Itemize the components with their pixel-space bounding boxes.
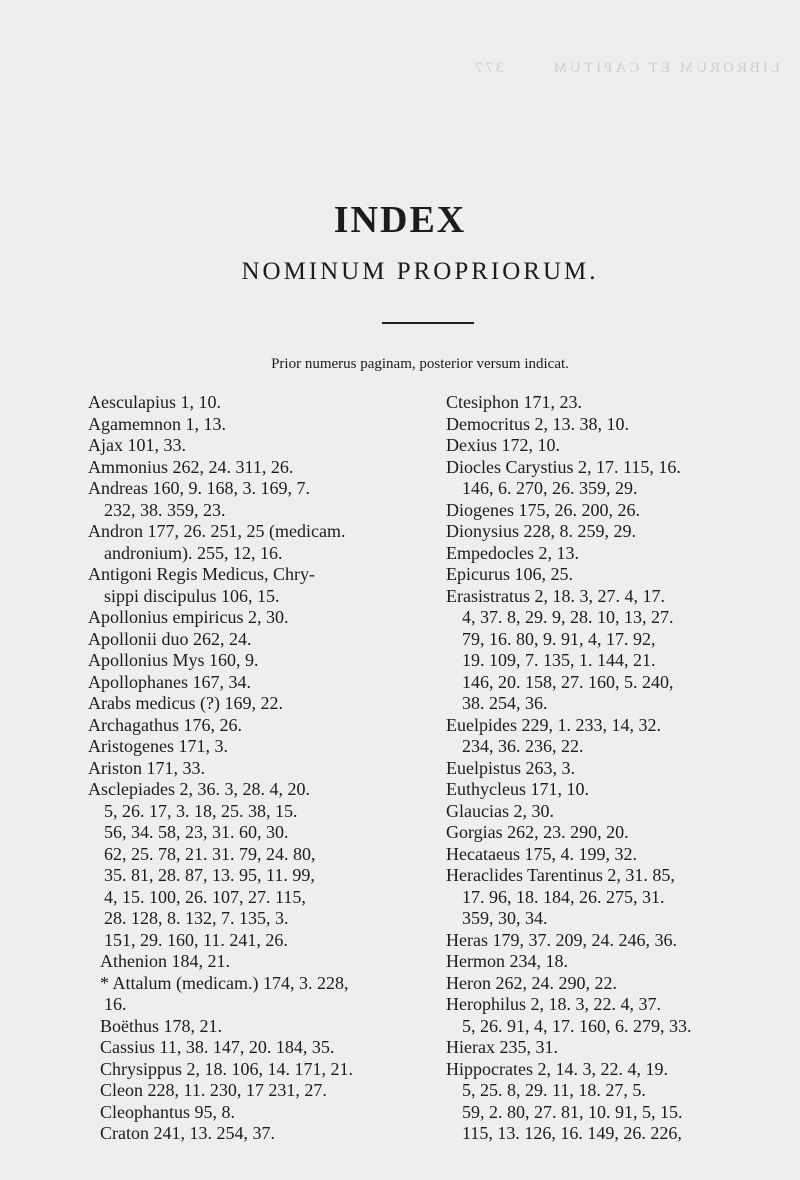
index-entry-continuation: 5, 26. 17, 3. 18, 25. 38, 15.: [104, 800, 298, 821]
index-entry: Diocles Carystius 2, 17. 115, 16.: [446, 456, 681, 477]
page-subtitle: NOMINUM PROPRIORUM.: [241, 258, 599, 285]
index-entry: Boëthus 178, 21.: [100, 1015, 223, 1036]
index-entry-continuation: 79, 16. 80, 9. 91, 4, 17. 92,: [462, 628, 656, 649]
index-entry: Aesculapius 1, 10.: [88, 392, 221, 412]
index-entry: Ajax 101, 33.: [88, 435, 186, 455]
index-entry: Euelpistus 263, 3.: [446, 757, 575, 778]
page-title: INDEX: [333, 199, 467, 241]
index-entry: Hippocrates 2, 14. 3, 22. 4, 19.: [446, 1058, 668, 1079]
index-entry: Heras 179, 37. 209, 24. 246, 36.: [446, 929, 677, 950]
index-entry: Athenion 184, 21.: [100, 951, 230, 971]
index-entry-continuation: 5, 25. 8, 29. 11, 18. 27, 5.: [462, 1080, 646, 1100]
index-entry-continuation: 59, 2. 80, 27. 81, 10. 91, 5, 15.: [462, 1101, 683, 1122]
index-column-left: [88, 392, 444, 1145]
index-entry: Cleon 228, 11. 230, 17 231, 27.: [100, 1080, 327, 1100]
index-entry: Asclepiades 2, 36. 3, 28. 4, 20.: [88, 779, 310, 799]
index-entry: Cassius 11, 38. 147, 20. 184, 35.: [100, 1037, 335, 1057]
index-entry: * Attalum (medicam.) 174, 3. 228,: [100, 972, 349, 993]
index-entry: Apollonius Mys 160, 9.: [88, 650, 259, 670]
index-entry: Democritus 2, 13. 38, 10.: [446, 413, 629, 434]
index-entry: Andreas 160, 9. 168, 3. 169, 7.: [88, 478, 310, 498]
index-entry: Apollonii duo 262, 24.: [88, 628, 252, 649]
index-entry-continuation: 234, 36. 236, 22.: [462, 736, 584, 756]
index-entry: Chrysippus 2, 18. 106, 14. 171, 21.: [100, 1058, 354, 1079]
index-entry-continuation: 19. 109, 7. 135, 1. 144, 21.: [462, 650, 656, 670]
index-entry: Glaucias 2, 30.: [446, 800, 554, 821]
index-entry: Hierax 235, 31.: [446, 1037, 558, 1057]
index-entry: Hecataeus 175, 4. 199, 32.: [446, 843, 637, 864]
index-entry: Aristogenes 171, 3.: [88, 736, 228, 756]
index-entry-continuation: 38. 254, 36.: [462, 693, 548, 713]
index-entry: Herophilus 2, 18. 3, 22. 4, 37.: [446, 994, 661, 1014]
index-entry: Empedocles 2, 13.: [446, 542, 579, 563]
index-entry: Erasistratus 2, 18. 3, 27. 4, 17.: [446, 585, 665, 606]
index-entry: Hermon 234, 18.: [446, 951, 568, 971]
index-entry: Gorgias 262, 23. 290, 20.: [446, 822, 629, 842]
index-entry: Apollonius empiricus 2, 30.: [88, 607, 289, 627]
index-column-right: [446, 392, 786, 1145]
index-entry: Epicurus 106, 25.: [446, 564, 573, 584]
index-entry-continuation: 146, 6. 270, 26. 359, 29.: [462, 478, 638, 498]
bleed-through-text: LIBRORUM ET CAPITUM 377: [472, 60, 780, 76]
index-entry: Apollophanes 167, 34.: [88, 671, 251, 692]
index-entry: Dionysius 228, 8. 259, 29.: [446, 521, 637, 541]
index-entry-continuation: 62, 25. 78, 21. 31. 79, 24. 80,: [104, 843, 316, 864]
index-entry: Heraclides Tarentinus 2, 31. 85,: [446, 865, 675, 885]
index-entry-continuation: 5, 26. 91, 4, 17. 160, 6. 279, 33.: [462, 1015, 692, 1036]
index-entry: Ariston 171, 33.: [88, 757, 205, 778]
index-entry: Antigoni Regis Medicus, Chry-: [88, 564, 315, 584]
index-entry: Arabs medicus (?) 169, 22.: [88, 693, 283, 713]
index-entry-continuation: 56, 34. 58, 23, 31. 60, 30.: [104, 822, 289, 842]
index-entry: Agamemnon 1, 13.: [88, 413, 226, 434]
index-entry-continuation: 151, 29. 160, 11. 241, 26.: [104, 929, 288, 950]
index-note: Prior numerus paginam, posterior versum indicat.: [271, 356, 569, 372]
index-entry-continuation: andronium). 255, 12, 16.: [104, 542, 283, 563]
index-entry: Ammonius 262, 24. 311, 26.: [88, 456, 294, 477]
index-entry: Heron 262, 24. 290, 22.: [446, 972, 617, 993]
index-entry: Craton 241, 13. 254, 37.: [100, 1123, 275, 1143]
index-entry-continuation: 16.: [104, 994, 127, 1014]
index-entry: Andron 177, 26. 251, 25 (medicam.: [88, 521, 346, 541]
index-entry: Diogenes 175, 26. 200, 26.: [446, 499, 640, 520]
index-entry: Euelpides 229, 1. 233, 14, 32.: [446, 714, 661, 735]
index-entry-continuation: 359, 30, 34.: [462, 908, 548, 928]
index-entry-continuation: 4, 37. 8, 29. 9, 28. 10, 13, 27.: [462, 607, 674, 627]
index-entry: Dexius 172, 10.: [446, 435, 560, 455]
index-entry-continuation: sippi discipulus 106, 15.: [104, 585, 280, 606]
index-entry-continuation: 146, 20. 158, 27. 160, 5. 240,: [462, 671, 674, 692]
index-entry-continuation: 4, 15. 100, 26. 107, 27. 115,: [104, 886, 306, 907]
index-entry-continuation: 17. 96, 18. 184, 26. 275, 31.: [462, 886, 665, 907]
index-entry-continuation: 115, 13. 126, 16. 149, 26. 226,: [462, 1123, 682, 1143]
index-entry-continuation: 35. 81, 28. 87, 13. 95, 11. 99,: [104, 865, 315, 885]
index-entry-continuation: 28. 128, 8. 132, 7. 135, 3.: [104, 908, 289, 928]
title-rule: [382, 322, 474, 324]
index-entry: Cleophantus 95, 8.: [100, 1101, 235, 1122]
index-entry: Ctesiphon 171, 23.: [446, 392, 583, 412]
index-entry: Archagathus 176, 26.: [88, 714, 242, 735]
index-entry-continuation: 232, 38. 359, 23.: [104, 499, 226, 520]
index-entry: Euthycleus 171, 10.: [446, 779, 589, 799]
